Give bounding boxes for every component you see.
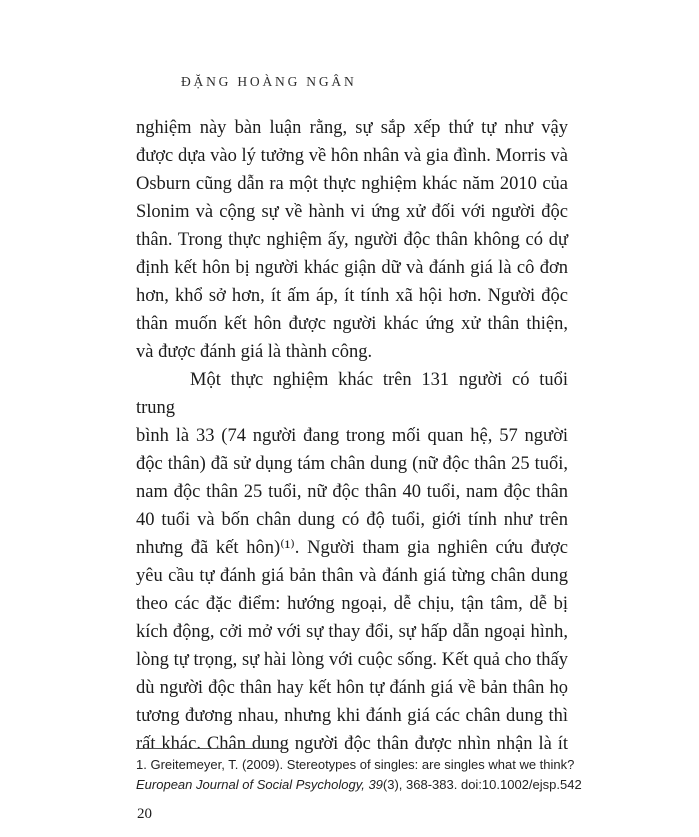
body-line: được dựa vào lý tưởng về hôn nhân và gia đình. Morris và <box>136 146 568 166</box>
body-line: nam độc thân 25 tuổi, nữ độc thân 40 tuổi, nam độc thân <box>136 482 568 502</box>
page-number: 20 <box>137 806 152 822</box>
footnote-journal: European Journal of Social Psychology, 39 <box>136 777 383 792</box>
body-line: lòng tự trọng, sự hài lòng với cuộc sống. Kết quả cho thấy <box>136 650 568 670</box>
body-line: bình là 33 (74 người đang trong mối quan hệ, 57 người <box>136 426 568 446</box>
body-line: thân muốn kết hôn được người khác ứng xử thân thiện, <box>136 314 568 334</box>
body-line: thân. Trong thực nghiệm ấy, người độc thân không có dự <box>136 230 568 250</box>
running-header: ĐẶNG HOÀNG NGÂN <box>181 74 357 89</box>
footnote-line <box>136 775 582 795</box>
body-text <box>136 114 568 758</box>
paragraph-1 <box>136 114 568 366</box>
body-line: và được đánh giá là thành công. <box>136 342 373 362</box>
body-line: yêu cầu tự đánh giá bản thân và đánh giá từng chân dung <box>136 566 568 586</box>
body-line: kích động, cởi mở với sự thay đổi, sự hấp dẫn ngoại hình, <box>136 622 568 642</box>
body-line: rất khác. Chân dung người độc thân được nhìn nhận là ít <box>136 734 568 754</box>
body-line: độc thân) đã sử dụng tám chân dung (nữ độc thân 25 tuổi, <box>136 454 568 474</box>
paragraph-2 <box>136 366 568 758</box>
body-line: Một thực nghiệm khác trên 131 người có tuổi trung <box>136 370 568 418</box>
body-line: nhưng đã kết hôn)⁽¹⁾. Người tham gia nghiên cứu được <box>136 538 568 558</box>
body-line: định kết hôn bị người khác giận dữ và đánh giá là cô đơn <box>136 258 568 278</box>
body-line: Slonim và cộng sự về hành vi ứng xử đối với người độc <box>136 202 568 222</box>
footnote-separator <box>136 748 284 749</box>
footnote-citation: (3), 368-383. doi:10.1002/ejsp.542 <box>382 777 582 792</box>
body-line: 40 tuổi và bốn chân dung có độ tuổi, giới tính như trên <box>136 510 568 530</box>
body-line: hơn, khổ sở hơn, ít ấm áp, ít tính xã hội hơn. Người độc <box>136 286 568 306</box>
footnote <box>136 748 582 795</box>
body-line: dù người độc thân hay kết hôn tự đánh giá về bản thân họ <box>136 678 568 698</box>
body-line: nghiệm này bàn luận rằng, sự sắp xếp thứ tự như vậy <box>136 118 568 138</box>
body-line: tương đương nhau, nhưng khi đánh giá các chân dung thì <box>136 706 568 726</box>
body-line: Osburn cũng dẫn ra một thực nghiệm khác năm 2010 của <box>136 174 568 194</box>
body-line: theo các đặc điểm: hướng ngoại, dễ chịu, tận tâm, dễ bị <box>136 594 568 614</box>
footnote-line: 1. Greitemeyer, T. (2009). Stereotypes of singles: are singles what we think? <box>136 757 575 772</box>
